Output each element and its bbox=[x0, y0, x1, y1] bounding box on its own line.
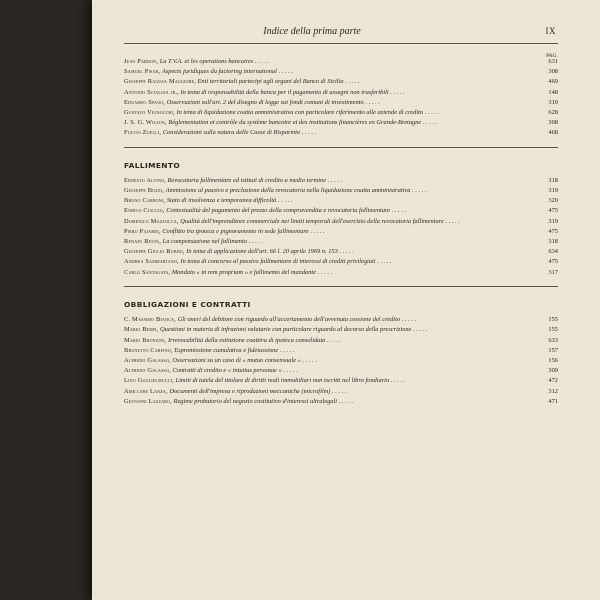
leader-dots: . . . . . bbox=[281, 367, 298, 375]
entry-title: Aspects juridiques du factoring international bbox=[161, 68, 277, 76]
index-entry bbox=[124, 388, 558, 396]
leader-dots: . . . . . bbox=[411, 326, 428, 334]
index-entry bbox=[124, 197, 558, 205]
entry-title: Mandato « in rem propriam » e fallimento del mandante bbox=[171, 268, 317, 276]
entry-author: Alfredo Galasso, bbox=[124, 356, 171, 364]
entry-page: 148 bbox=[548, 88, 558, 96]
entry-page: 628 bbox=[548, 108, 558, 116]
leader-dots: . . . . . bbox=[389, 377, 406, 385]
entry-author: Samuel Pisar, bbox=[124, 68, 161, 76]
entry-author: Gustavo Vignocchi, bbox=[124, 108, 175, 116]
entry-page: 157 bbox=[548, 346, 558, 354]
leader-dots: . . . . . bbox=[325, 336, 342, 344]
entry-page: 310 bbox=[548, 98, 558, 106]
index-entry bbox=[124, 78, 558, 86]
entry-page: 475 bbox=[548, 258, 558, 266]
index-entry bbox=[124, 398, 558, 406]
leader-dots: . . . . . bbox=[276, 197, 293, 205]
entry-author: Ernesto Alvino, bbox=[124, 176, 166, 184]
entry-author: Alfredo Galasso, bbox=[124, 367, 171, 375]
index-entry bbox=[124, 218, 558, 226]
entry-author: Brunetto Carpino, bbox=[124, 346, 173, 354]
entry-author: Bruno Carboni, bbox=[124, 197, 166, 205]
leader-dots: . . . . . bbox=[423, 108, 440, 116]
index-entry bbox=[124, 109, 558, 117]
entry-author: Carlo Santagata, bbox=[124, 268, 171, 276]
leader-dots: . . . . . bbox=[278, 346, 295, 354]
leader-dots: . . . . . bbox=[276, 68, 293, 76]
leader-dots: . . . . . bbox=[410, 187, 427, 195]
entry-page: 155 bbox=[548, 316, 558, 324]
leader-dots: . . . . . bbox=[326, 176, 343, 184]
section-rule bbox=[124, 286, 558, 287]
entry-title: Contestualità del pagamento del prezzo della compravendita e revocatoria fallimentare bbox=[166, 207, 391, 215]
entry-title: Contratti di credito e « intuitus personae » bbox=[172, 367, 282, 375]
entry-title: Osservazioni sull'art. 2 del disegno di legge sui fondi comuni di investimento bbox=[166, 98, 364, 106]
entry-title: Questioni in materia di infrazioni valutarie con particolare riguardo al decorso della prescrizione bbox=[160, 326, 412, 334]
index-content bbox=[124, 58, 558, 408]
entry-page: 156 bbox=[548, 356, 558, 364]
entry-title: In tema di applicazione dell'art. 66 l. 20 aprile 1969 n. 153 bbox=[186, 248, 338, 256]
entry-author: Andrea Sammartano, bbox=[124, 258, 179, 266]
leader-dots: . . . . . bbox=[300, 129, 317, 137]
index-entry bbox=[124, 347, 558, 355]
index-entry bbox=[124, 238, 558, 246]
entry-author: Lino Guglielmucci, bbox=[124, 377, 174, 385]
entry-page: 318 bbox=[548, 238, 558, 246]
leader-dots: . . . . . bbox=[363, 98, 380, 106]
index-entry bbox=[124, 377, 558, 385]
index-entry bbox=[124, 177, 558, 185]
entry-title: Stato di insolvenza e temporanea difficoltà bbox=[166, 197, 277, 205]
entry-title: Enti territoriali partecipi agli organi del Banco di Sicilia bbox=[197, 78, 344, 86]
entry-page: 472 bbox=[548, 377, 558, 385]
index-entry bbox=[124, 258, 558, 266]
entry-author: Amilcare Lanza, bbox=[124, 387, 168, 395]
page-number: IX bbox=[545, 26, 556, 36]
index-entry bbox=[124, 119, 558, 127]
index-entry bbox=[124, 129, 558, 137]
entry-title: Limiti di tutela del titolare di diritti reali immobiliari non iscritti nel libro fondiario bbox=[175, 377, 390, 385]
leader-dots: . . . . . bbox=[390, 207, 406, 215]
entry-author: Piero Pajardi, bbox=[124, 227, 161, 235]
entry-page: 320 bbox=[548, 197, 558, 205]
leader-dots: . . . . . bbox=[343, 78, 360, 86]
header-rule bbox=[124, 43, 558, 44]
entry-author: Mario Berri, bbox=[124, 326, 159, 334]
entry-author: C. Massimo Bianca, bbox=[124, 316, 176, 324]
entry-title: Réglementation et contrôle du système bancaire et des institutions financières en Grande-Bretagne bbox=[168, 119, 422, 127]
entry-author: Mario Bronzini, bbox=[124, 336, 167, 344]
leader-dots: . . . . . bbox=[388, 88, 405, 96]
pag-column-label: PAG. bbox=[546, 53, 558, 59]
leader-dots: . . . . . bbox=[337, 397, 354, 405]
entry-page: 308 bbox=[548, 68, 558, 76]
leader-dots: . . . . . bbox=[316, 268, 333, 276]
entry-title: Gli oneri del debitore con riguardo all'accertamento dell'avvenuta cessione del credito bbox=[177, 316, 401, 324]
leader-dots: . . . . . bbox=[375, 258, 392, 266]
entry-page: 155 bbox=[548, 326, 558, 334]
leader-dots: . . . . . bbox=[253, 58, 270, 65]
entry-author: Renato Resta, bbox=[124, 238, 162, 246]
entry-author: Enrico Ciaccio, bbox=[124, 207, 165, 215]
entry-author: Giuseppe Ragusa Maggiore, bbox=[124, 78, 196, 86]
entry-page: 468 bbox=[548, 129, 558, 137]
entry-page: 319 bbox=[548, 217, 558, 225]
leader-dots: . . . . . bbox=[421, 119, 438, 127]
index-entry bbox=[124, 99, 558, 107]
index-entry bbox=[124, 187, 558, 195]
entry-page: 469 bbox=[548, 78, 558, 86]
entry-title: In tema di liquidazione coatta amministrativa con particolare riferimento alle aziende di credito bbox=[176, 108, 424, 116]
entry-page: 309 bbox=[548, 367, 558, 375]
entry-page: 312 bbox=[548, 387, 558, 395]
entry-title: Revocatoria fallimentare ed istituti di credito a medio termine bbox=[167, 176, 327, 184]
entry-page: 319 bbox=[548, 187, 558, 195]
index-entry bbox=[124, 367, 558, 375]
index-entry bbox=[124, 337, 558, 345]
index-entry bbox=[124, 68, 558, 76]
index-entry bbox=[124, 326, 558, 334]
entry-title: Conflitto tra ipoteca e pignoramento in sede fallimentare bbox=[162, 227, 309, 235]
leader-dots: . . . . . bbox=[400, 316, 417, 324]
book-page bbox=[92, 0, 600, 600]
entry-author: Giovanni Lazzaro, bbox=[124, 397, 172, 405]
index-entry bbox=[124, 228, 558, 236]
entry-title: Espromissione cumulativa e fideiussione bbox=[174, 346, 279, 354]
leader-dots: . . . . . bbox=[308, 227, 325, 235]
entry-title: Ammissione al passivo e preclusione della revocatoria nella liquidazione coatta amministrativa bbox=[165, 187, 411, 195]
index-entry bbox=[124, 89, 558, 97]
entry-author: Domenico Mazzocca, bbox=[124, 217, 179, 225]
section-heading: FALLIMENTO bbox=[124, 160, 181, 170]
entry-title: Qualità dell'imprenditore commerciale nei limiti temporali dell'esercizio della revocatoria fallimentare bbox=[180, 217, 444, 225]
entry-page: 471 bbox=[548, 397, 558, 405]
entry-title: La compensazione nel fallimento bbox=[162, 238, 247, 246]
index-entry bbox=[124, 58, 558, 66]
leader-dots: . . . . . bbox=[443, 217, 460, 225]
entry-author: Giuseppe Bozzi, bbox=[124, 187, 164, 195]
entry-title: Considerazioni sulla natura delle Casse di Risparmio bbox=[162, 129, 301, 137]
entry-page: 475 bbox=[548, 207, 558, 215]
entry-page: 633 bbox=[548, 336, 558, 344]
entry-title: In tema di responsabilità della banca per il pagamento di assegni non trasferibili bbox=[180, 88, 389, 96]
entry-title: Documenti dell'impresa e riproduzioni meccaniche (microfilm) bbox=[169, 387, 331, 395]
entry-page: 308 bbox=[548, 119, 558, 127]
entry-page: 634 bbox=[548, 248, 558, 256]
entry-page: 317 bbox=[548, 268, 558, 276]
entry-author: Antonio Scialoja jr., bbox=[124, 88, 179, 96]
entry-author: Fulvio Zuelli, bbox=[124, 129, 162, 137]
entry-page: 318 bbox=[548, 176, 558, 184]
entry-author: Eduardo Spano, bbox=[124, 98, 166, 106]
section-rule bbox=[124, 147, 558, 148]
index-entry bbox=[124, 316, 558, 324]
index-entry bbox=[124, 357, 558, 365]
running-title: Indice della prima parte bbox=[263, 26, 361, 37]
index-entry bbox=[124, 207, 558, 215]
entry-title: Irrevocabilità della estinzione coattiva di ipoteca consolidata bbox=[167, 336, 326, 344]
leader-dots: . . . . . bbox=[246, 238, 263, 246]
index-entry bbox=[124, 248, 558, 256]
entry-title: La T.V.A. et les operations bancaires bbox=[159, 58, 254, 65]
section-heading: OBBLIGAZIONI E CONTRATTI bbox=[124, 300, 251, 310]
leader-dots: . . . . . bbox=[300, 356, 317, 364]
leader-dots: . . . . . bbox=[330, 387, 347, 395]
entry-author: Giuseppe Giulio Rubini, bbox=[124, 248, 185, 256]
entry-title: Osservazioni su un caso di « mutuo consensuale » bbox=[172, 356, 301, 364]
entry-page: 475 bbox=[548, 227, 558, 235]
entry-title: In tema di concorso al passivo fallimentare di interessi di crediti privilegiati bbox=[180, 258, 376, 266]
entry-author: Jean Pardon, bbox=[124, 58, 159, 65]
entry-page: 631 bbox=[548, 58, 558, 65]
leader-dots: . . . . . bbox=[337, 248, 354, 256]
running-header bbox=[92, 26, 562, 40]
entry-author: J. S. G. Wilson, bbox=[124, 119, 167, 127]
entry-title: Regime probatorio del negozio costitutivo d'interessi ultralegali bbox=[173, 397, 338, 405]
index-entry bbox=[124, 269, 558, 277]
